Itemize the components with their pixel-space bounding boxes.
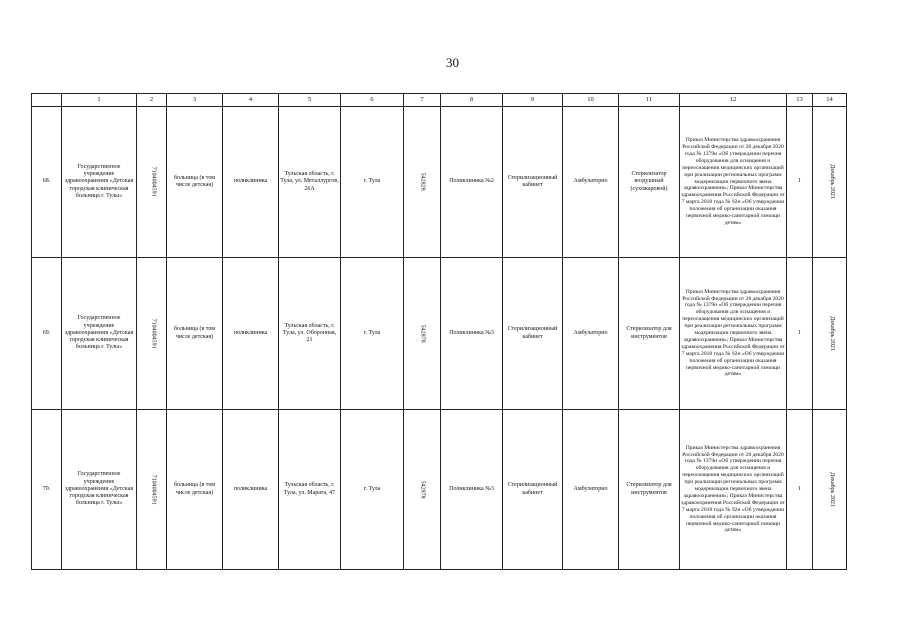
oktmo-text: 542878	[419, 480, 426, 499]
column-header: 7	[404, 94, 441, 107]
clinic-type-cell: поликлиника	[223, 410, 279, 570]
basis-cell: Приказ Министерства здравоохранения Российской Федерации от 28 декабря 2020 года № 1379н «Об утверждении перечня оборудования для оснащения и переоснащения медицинских организаций при реализации региональных программ модернизации первичного звена здравоохранения»; Приказ Министерства здравоохранения Российской Федерации от 7 марта 2018 года № 92н «Об утверждении положения об организации оказания первичной медико-санитарной помощи детям»	[680, 107, 787, 258]
equipment-table	[31, 93, 847, 570]
city-cell: г. Тула	[341, 410, 404, 570]
code-cell	[137, 258, 167, 410]
quantity-cell: 1	[787, 258, 813, 410]
unit-cell: Поликлиника №3	[441, 410, 503, 570]
equipment-cell: Стерилизатор для инструментов	[619, 410, 680, 570]
column-header: 12	[680, 94, 787, 107]
mode-cell: Амбулаторно	[563, 107, 619, 258]
column-header: 13	[787, 94, 813, 107]
header-blank	[32, 94, 62, 107]
table-row	[32, 258, 847, 410]
column-header: 1	[62, 94, 137, 107]
institution-cell: Государственное учреждение здравоохранения «Детская городская клиническая больница г. Тулы»	[62, 258, 137, 410]
equipment-cell: Стерилизатор для инструментов	[619, 258, 680, 410]
oktmo-text: 542828	[419, 172, 426, 191]
address-cell: Тульская область, г. Тула, ул. Оборонная, 21	[279, 258, 341, 410]
quantity-cell: 1	[787, 410, 813, 570]
facility-cell: больница (в том числе детская)	[167, 410, 223, 570]
code-cell	[137, 107, 167, 258]
room-cell: Стерилизационный кабинет	[503, 410, 563, 570]
column-header: 3	[167, 94, 223, 107]
column-header: 10	[563, 94, 619, 107]
column-header: 4	[223, 94, 279, 107]
oktmo-cell	[404, 258, 441, 410]
facility-cell: больница (в том числе детская)	[167, 258, 223, 410]
row-number: 69.	[32, 258, 62, 410]
page-number: 30	[446, 55, 459, 70]
column-header: 11	[619, 94, 680, 107]
code-text: 7104004591	[150, 474, 157, 505]
address-cell: Тульская область, г. Тула, ул. Металлургов, 26А	[279, 107, 341, 258]
basis-cell: Приказ Министерства здравоохранения Российской Федерации от 28 декабря 2020 года № 1379н «Об утверждении перечня оборудования для оснащения и переоснащения медицинских организаций при реализации региональных программ модернизации первичного звена здравоохранения»; Приказ Министерства здравоохранения Российской Федерации от 7 марта 2018 года № 92н «Об утверждении положения об организации оказания первичной медико-санитарной помощи детям»	[680, 258, 787, 410]
room-cell: Стерилизационный кабинет	[503, 258, 563, 410]
institution-cell: Государственное учреждение здравоохранения «Детская городская клиническая больница г. Тулы»	[62, 410, 137, 570]
date-text: Декабрь 2021	[828, 472, 835, 507]
column-header: 9	[503, 94, 563, 107]
date-text: Декабрь 2021	[828, 316, 835, 351]
code-cell	[137, 410, 167, 570]
code-text: 7104004591	[150, 318, 157, 349]
date-cell	[813, 410, 847, 570]
oktmo-cell	[404, 410, 441, 570]
column-header: 6	[341, 94, 404, 107]
quantity-cell: 1	[787, 107, 813, 258]
code-text: 7104004591	[150, 166, 157, 197]
clinic-type-cell: поликлиника	[223, 107, 279, 258]
equipment-cell: Стерилизатор воздушный (сухожаровой)	[619, 107, 680, 258]
mode-cell: Амбулаторно	[563, 410, 619, 570]
date-text: Декабрь 2021	[828, 164, 835, 200]
column-header: 5	[279, 94, 341, 107]
city-cell: г. Тула	[341, 258, 404, 410]
city-cell: г. Тула	[341, 107, 404, 258]
row-number: 68.	[32, 107, 62, 258]
institution-cell: Государственное учреждение здравоохранения «Детская городская клиническая больница г. Тулы»	[62, 107, 137, 258]
oktmo-cell	[404, 107, 441, 258]
column-header: 2	[137, 94, 167, 107]
clinic-type-cell: поликлиника	[223, 258, 279, 410]
room-cell: Стерилизационный кабинет	[503, 107, 563, 258]
basis-cell: Приказ Министерства здравоохранения Российской Федерации от 28 декабря 2020 года № 1379н «Об утверждении перечня оборудования для оснащения и переоснащения медицинских организаций при реализации региональных программ модернизации первичного звена здравоохранения»; Приказ Министерства здравоохранения Российской Федерации от 7 марта 2018 года № 92н «Об утверждении положения об организации оказания первичной медико-санитарной помощи детям»	[680, 410, 787, 570]
unit-cell: Поликлиника №2	[441, 107, 503, 258]
table-header-row	[32, 94, 847, 107]
table-row	[32, 107, 847, 258]
facility-cell: больница (в том числе детская)	[167, 107, 223, 258]
mode-cell: Амбулаторно	[563, 258, 619, 410]
oktmo-text: 542878	[419, 324, 426, 343]
address-cell: Тульская область, г. Тула, ул. Марата, 47	[279, 410, 341, 570]
date-cell	[813, 258, 847, 410]
date-cell	[813, 107, 847, 258]
column-header: 14	[813, 94, 847, 107]
table-row	[32, 410, 847, 570]
unit-cell: Поликлиника №3	[441, 258, 503, 410]
column-header: 8	[441, 94, 503, 107]
row-number: 70.	[32, 410, 62, 570]
